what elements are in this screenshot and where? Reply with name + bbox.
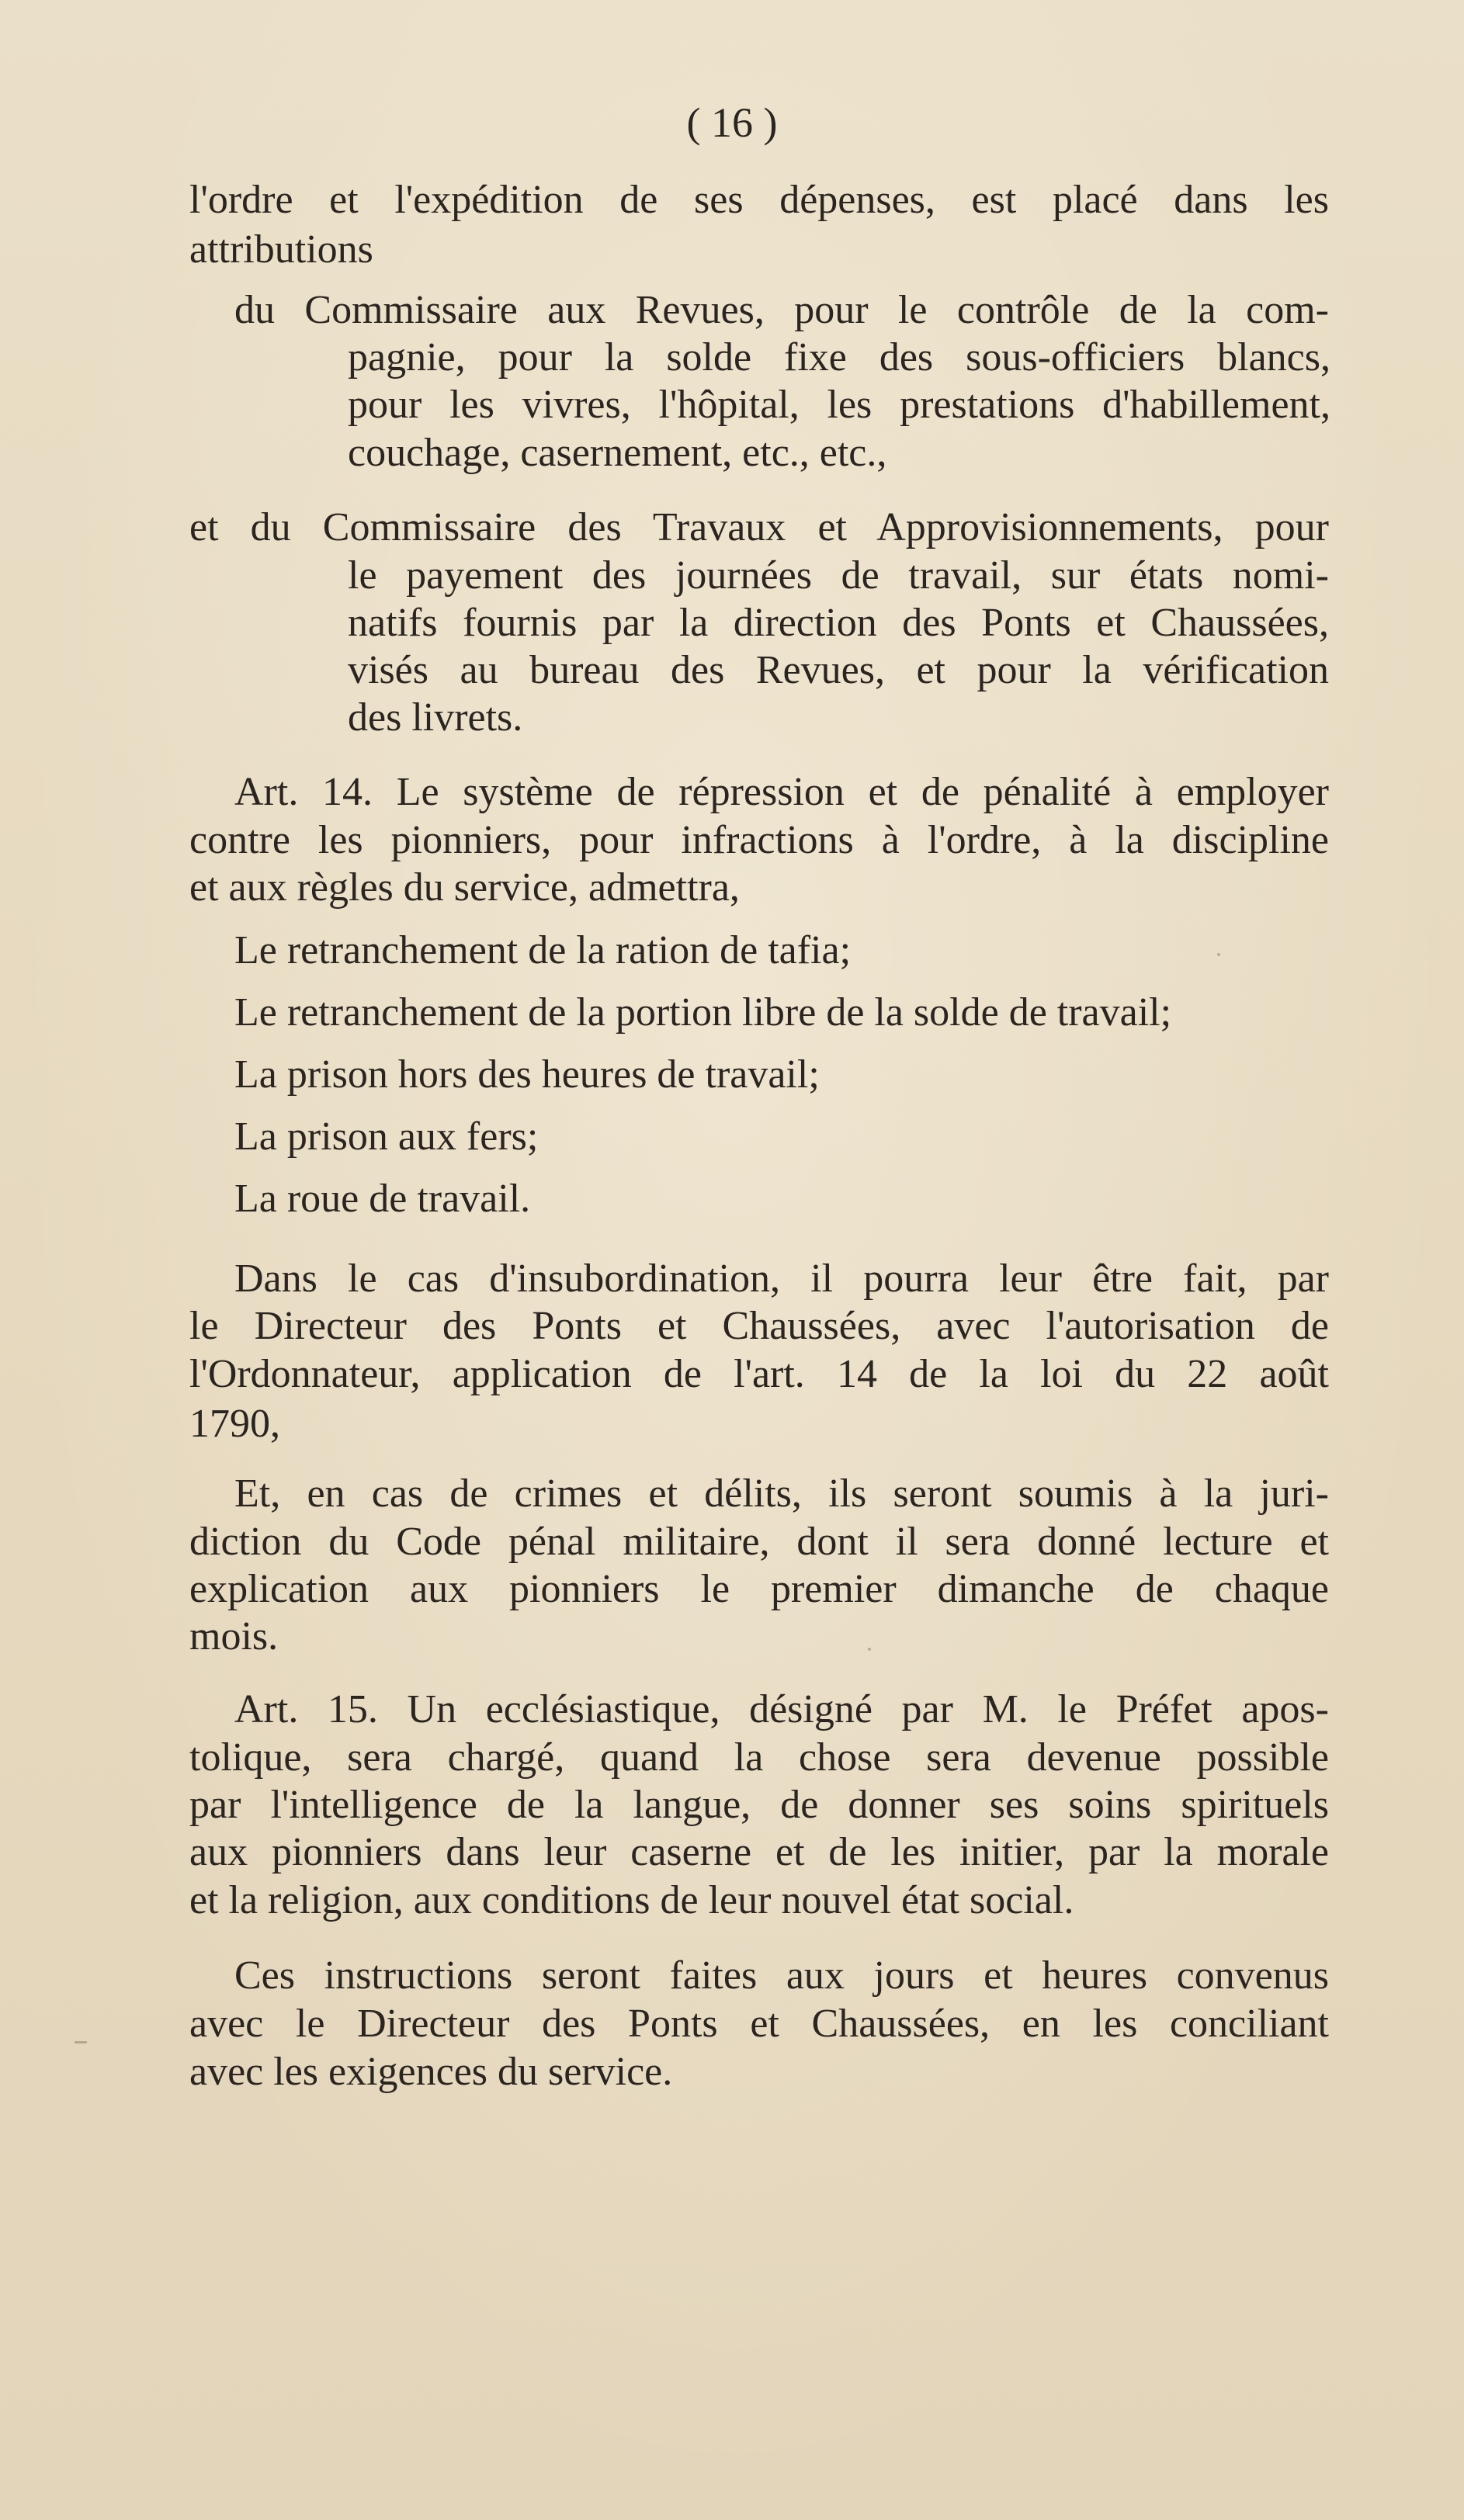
- page-number: ( 16 ): [686, 99, 778, 146]
- text-line: l'ordre et l'expédition de ses dépenses, est placé dans les: [189, 178, 1329, 222]
- text-line: avec le Directeur des Ponts et Chaussées, en les conciliant: [189, 2002, 1329, 2046]
- text-line: aux pionniers dans leur caserne et de les initier, par la morale: [189, 1830, 1329, 1874]
- text-line: explication aux pionniers le premier dimanche de chaque: [189, 1567, 1329, 1611]
- paper-speck: [75, 2041, 87, 2043]
- penalty-item: La prison hors des heures de travail;: [234, 1052, 820, 1097]
- text-line: des livrets.: [348, 695, 523, 740]
- text-line: Dans le cas d'insubordination, il pourra leur être fait, par: [234, 1257, 1329, 1301]
- penalty-item: La prison aux fers;: [234, 1114, 539, 1159]
- text-line: le Directeur des Ponts et Chaussées, avec l'autorisation de: [189, 1304, 1329, 1348]
- text-line: le payement des journées de travail, sur états nomi-: [348, 553, 1329, 598]
- text-line: du Commissaire aux Revues, pour le contrôle de la com-: [234, 288, 1329, 332]
- text-line: et la religion, aux conditions de leur nouvel état social.: [189, 1878, 1074, 1922]
- article-15-line: Art. 15. Un ecclésiastique, désigné par M. le Préfet apos-: [234, 1687, 1329, 1731]
- text-line: et du Commissaire des Travaux et Approvisionnements, pour: [189, 505, 1329, 549]
- text-line: avec les exigences du service.: [189, 2050, 673, 2094]
- paper-speck: [1217, 953, 1220, 956]
- text-line: attributions: [189, 227, 373, 272]
- text-line: et aux règles du service, admettra,: [189, 865, 740, 910]
- text-line: diction du Code pénal militaire, dont il sera donné lecture et: [189, 1520, 1329, 1564]
- text-line: contre les pionniers, pour infractions à l'ordre, à la discipline: [189, 818, 1329, 862]
- text-line: tolique, sera chargé, quand la chose sera devenue possible: [189, 1735, 1329, 1780]
- text-line: mois.: [189, 1614, 279, 1659]
- penalty-item: La roue de travail.: [234, 1177, 531, 1221]
- text-line: visés au bureau des Revues, et pour la vérification: [348, 648, 1329, 692]
- text-line: couchage, casernement, etc., etc.,: [348, 431, 887, 475]
- paper-speck: [868, 1648, 871, 1651]
- penalty-item: Le retranchement de la ration de tafia;: [234, 928, 852, 972]
- text-line: par l'intelligence de la langue, de donner ses soins spirituels: [189, 1783, 1329, 1827]
- penalty-item: Le retranchement de la portion libre de la solde de travail;: [234, 990, 1172, 1035]
- text-line: Ces instructions seront faites aux jours et heures convenus: [234, 1953, 1329, 1998]
- text-line: pour les vivres, l'hôpital, les prestations d'habillement,: [348, 383, 1330, 427]
- text-line: natifs fournis par la direction des Ponts et Chaussées,: [348, 601, 1329, 645]
- text-line: l'Ordonnateur, application de l'art. 14 de la loi du 22 août: [189, 1352, 1329, 1396]
- article-14-line: Art. 14. Le système de répression et de pénalité à employer: [234, 770, 1329, 814]
- text-line: 1790,: [189, 1402, 280, 1446]
- text-line: Et, en cas de crimes et délits, ils seront soumis à la juri-: [234, 1471, 1329, 1516]
- text-line: pagnie, pour la solde fixe des sous-officiers blancs,: [348, 335, 1330, 380]
